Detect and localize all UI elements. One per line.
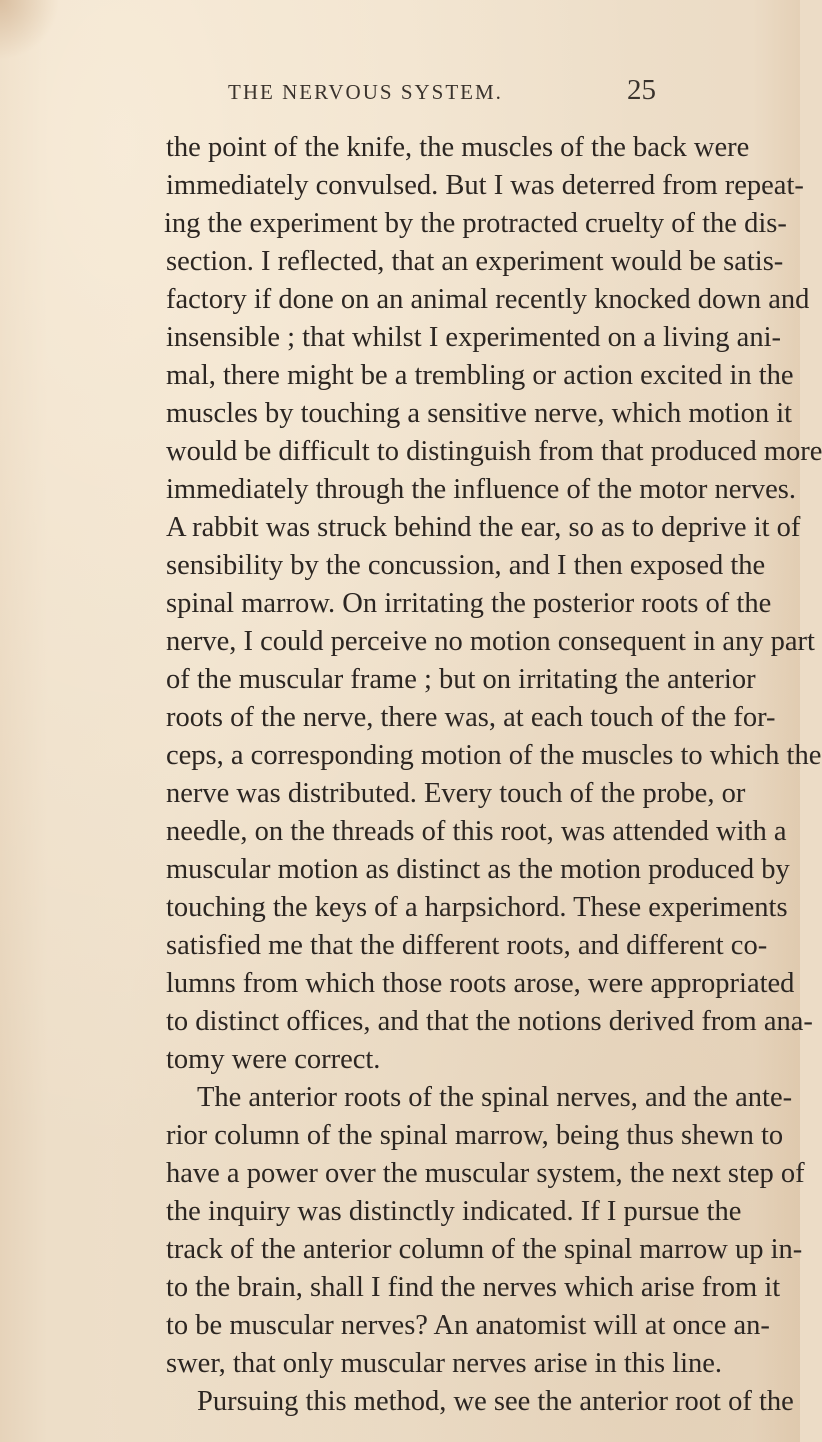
text-line: muscles by touching a sensitive nerve, which motion it (166, 398, 793, 429)
text-line: lumns from which those roots arose, were appropriated (166, 968, 795, 999)
text-line: track of the anterior column of the spinal marrow up in- (166, 1234, 803, 1265)
text-line: have a power over the muscular system, the next step of (166, 1158, 805, 1189)
text-line: immediately convulsed. But I was deterred from repeat- (166, 170, 804, 201)
text-line: the inquiry was distinctly indicated. If I pursue the (166, 1196, 742, 1227)
text-line: to be muscular nerves? An anatomist will at once an- (166, 1310, 770, 1341)
paragraph-first-line: The anterior roots of the spinal nerves, and the ante- (197, 1082, 793, 1113)
text-line: insensible ; that whilst I experimented on a living ani- (166, 322, 781, 353)
text-line: would be difficult to distinguish from that produced more (166, 436, 822, 467)
text-line: roots of the nerve, there was, at each touch of the for- (166, 702, 776, 733)
text-line-last: tomy were correct. (166, 1044, 381, 1075)
page-header (0, 74, 800, 116)
text-line: needle, on the threads of this root, was attended with a (166, 816, 787, 847)
running-title: THE NERVOUS SYSTEM. (228, 80, 503, 104)
text-line: sensibility by the concussion, and I then exposed the (166, 550, 766, 581)
text-line: satisfied me that the different roots, and different co- (166, 930, 768, 961)
text-line: immediately through the influence of the motor nerves. (166, 474, 796, 505)
paragraph-first-line: Pursuing this method, we see the anterior root of the (197, 1386, 794, 1417)
text-line: section. I reflected, that an experiment would be satis- (166, 246, 784, 277)
text-line: mal, there might be a trembling or action excited in the (166, 360, 794, 391)
text-line: to the brain, shall I find the nerves which arise from it (166, 1272, 781, 1303)
text-line: muscular motion as distinct as the motion produced by (166, 854, 790, 885)
text-line: to distinct offices, and that the notions derived from ana- (166, 1006, 813, 1037)
text-line: nerve was distributed. Every touch of the probe, or (166, 778, 746, 809)
text-line: nerve, I could perceive no motion consequent in any part (166, 626, 815, 657)
text-line: rior column of the spinal marrow, being thus shewn to (166, 1120, 784, 1151)
text-line: the point of the knife, the muscles of the back were (166, 132, 750, 163)
text-line: spinal marrow. On irritating the posterior roots of the (166, 588, 772, 619)
text-line-last: swer, that only muscular nerves arise in this line. (166, 1348, 723, 1379)
page-number: 25 (627, 74, 656, 106)
text-line: A rabbit was struck behind the ear, so as to deprive it of (166, 512, 801, 543)
text-line: of the muscular frame ; but on irritating the anterior (166, 664, 756, 695)
page-corner-stain (0, 0, 60, 60)
text-line: factory if done on an animal recently knocked down and (166, 284, 810, 315)
text-line: ceps, a corresponding motion of the muscles to which the (166, 740, 822, 771)
text-line: touching the keys of a harpsichord. These experiments (166, 892, 788, 923)
text-line: ing the experiment by the protracted cruelty of the dis- (164, 208, 787, 239)
